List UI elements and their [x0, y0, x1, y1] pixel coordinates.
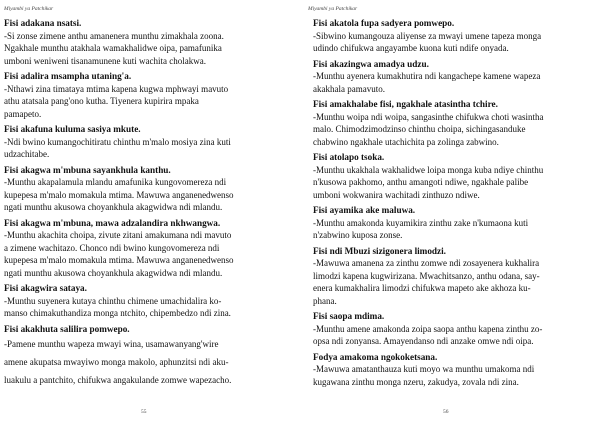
explanation-line: Ngakhale munthu atakhala wamakhalidwe oipa, pamafunika	[4, 43, 222, 53]
proverb-title: Fisi atolapo tsoka.	[313, 152, 385, 162]
explanation-line: chabwino ngakhale utachichita pa zolinga zabwino.	[313, 136, 499, 147]
proverb-entry	[4, 123, 284, 161]
proverb-entry	[4, 282, 284, 320]
explanation-line: ngati munthu akusowa choyankhula akagwidwa ndi mlandu.	[4, 267, 223, 278]
proverb-entry	[313, 245, 597, 308]
explanation-line: -Pamene munthu wapeza mwayi wina, usamawanyang'wire	[4, 339, 219, 349]
explanation-line: luakulu a pantchito, chifukwa angakulande zomwe wapezacho.	[4, 375, 232, 385]
explanation-line: umboni weniweni tisanamunene kuti wachita cholakwa.	[4, 55, 206, 66]
proverb-entry	[4, 70, 284, 120]
explanation-line: -Munthu amene amakonda zoipa saopa anthu kapena zinthu zo-	[313, 323, 543, 334]
proverb-entry	[4, 164, 284, 214]
explanation-line: manso chimakuthandiza monga ntchito, chipembedzo ndi zina.	[4, 308, 231, 318]
explanation-line: udzachitabe.	[4, 149, 50, 159]
explanation-line: kupepesa m'malo momakula mtima. Mawuwa anganenedwenso	[4, 255, 234, 265]
proverb-entry	[4, 323, 284, 390]
explanation-line: -Munthu amakonda kuyamikira zinthu zake n'kumaona kuti	[313, 217, 529, 228]
proverb-entry	[313, 17, 597, 55]
explanation-line: -Nthawi zina timataya mtima kapena kugwa mphwayi mavuto	[4, 83, 229, 94]
page-number: 56	[443, 409, 449, 415]
explanation-line: pamapeto.	[4, 108, 42, 119]
page-content	[313, 17, 597, 391]
explanation-line: -Ndi bwino kumangochitiratu chinthu m'malo mosiya zina kuti	[4, 136, 231, 147]
explanation-line: akakhala pamavuto.	[313, 83, 385, 94]
proverb-entry	[313, 310, 597, 348]
explanation-line: -Munthu suyenera kutaya chinthu chimene umachidalira ko-	[4, 295, 222, 306]
proverb-title: Fisi akagwa m'mbuna sayankhula kanthu.	[4, 164, 171, 175]
running-head: Miyambi ya Patchikar	[308, 6, 358, 12]
explanation-line: -Munthu ukakhala wakhalidwe loipa monga kuba ndiye chinthu	[313, 164, 544, 175]
proverb-title: Fisi ayamika ake maluwa.	[313, 205, 416, 215]
proverb-title: Fisi akagwa m'mbuna, mawa adzalandira nkhwangwa.	[4, 217, 221, 228]
explanation-line: umboni wokwanira wachitadi zinthuzo ndiwe.	[313, 189, 480, 200]
explanation-line: athu atatsala pang'ono kutha. Tiyenera kupirira mpaka	[4, 96, 199, 106]
explanation-line: -Munthu akapalamula mlandu amafunika kungovomereza ndi	[4, 177, 227, 187]
running-head: Miyambi ya Patchikar	[4, 6, 54, 12]
proverb-entry	[313, 58, 597, 96]
proverb-entry	[313, 151, 597, 201]
explanation-line: phana.	[313, 295, 337, 306]
explanation-line: malo. Chimodzimodzinso chinthu choipa, sichingasanduke	[313, 124, 526, 134]
explanation-line: ngati munthu akusowa choyankhula akagwidwa ndi mlandu.	[4, 202, 223, 212]
proverb-entry	[313, 351, 597, 389]
right-page	[300, 0, 600, 424]
proverb-entry	[313, 98, 597, 148]
explanation-line: amene akupatsa mwayiwo monga makolo, aphunzitsi ndi aku-	[4, 357, 229, 367]
explanation-line: limodzi kapena kugwirizana. Mwachitsanzo, anthu odana, say-	[313, 270, 540, 281]
proverb-title: Fisi akagwira sataya.	[4, 283, 87, 293]
proverb-title: Fisi amakhalabe fisi, ngakhale atasintha tchire.	[313, 99, 498, 109]
explanation-line: -Mawuwa amanena za zinthu zomwe ndi zosayenera kukhalira	[313, 258, 540, 268]
proverb-entry	[313, 204, 597, 242]
explanation-line: enera kumakhalira limodzi chifukwa mapeto ake akhoza ku-	[313, 283, 531, 293]
explanation-line: n'zabwino kuposa zonse.	[313, 230, 403, 240]
explanation-line: -Munthu ayenera kumakhutira ndi kangachepe kamene wapeza	[313, 71, 541, 81]
explanation-line: -Sibwino kumangouza aliyense za mwayi umene tapeza monga	[313, 30, 542, 41]
explanation-line: udindo chifukwa angayambe kuona kuti ndife onyada.	[313, 43, 509, 53]
explanation-line: -Munthu woipa ndi woipa, sangasinthe chifukwa choti wasintha	[313, 111, 544, 122]
proverb-title: Fisi saopa mdima.	[313, 311, 385, 321]
page-number: 55	[141, 409, 147, 415]
proverb-title: Fisi adakana nsatsi.	[4, 18, 82, 28]
explanation-line: -Si zonse zimene anthu amanenera munthu zimakhala zoona.	[4, 30, 224, 41]
explanation-line: kupepesa m'malo momakula mtima. Mawuwa anganenedwenso	[4, 189, 234, 200]
explanation-line: a zimene wachitazo. Chonco ndi bwino kungovomereza ndi	[4, 242, 220, 253]
explanation-line: -Mawuwa amatanthauza kuti moyo wa munthu umakoma ndi	[313, 364, 535, 374]
explanation-line: kugawana zinthu monga nzeru, zakudya, zovala ndi zina.	[313, 376, 519, 387]
proverb-entry	[4, 17, 284, 67]
explanation-line: n'kusowa pakhomo, anthu amangoti ndiwe, ngakhale palibe	[313, 177, 529, 187]
explanation-line: opsa ndi zonyansa. Amayendanso ndi anzake omwe ndi oipa.	[313, 336, 534, 346]
page-content	[4, 17, 284, 392]
proverb-title: Fisi ndi Mbuzi sizigonera limodzi.	[313, 245, 446, 256]
proverb-title: Fisi akazingwa amadya udzu.	[313, 58, 429, 69]
explanation-line: -Munthu akachita choipa, zivute zitani amakumana ndi mavuto	[4, 230, 232, 240]
proverb-title: Fodya amakoma ngokoketsana.	[313, 351, 438, 362]
proverb-entry	[4, 217, 284, 280]
proverb-title: Fisi akatola fupa sadyera pomwepo.	[313, 18, 455, 28]
proverb-title: Fisi adalira msampha utaning'a.	[4, 71, 132, 81]
proverb-title: Fisi akakhuta salilira pomwepo.	[4, 323, 130, 334]
proverb-title: Fisi akafuna kuluma sasiya mkute.	[4, 124, 141, 134]
